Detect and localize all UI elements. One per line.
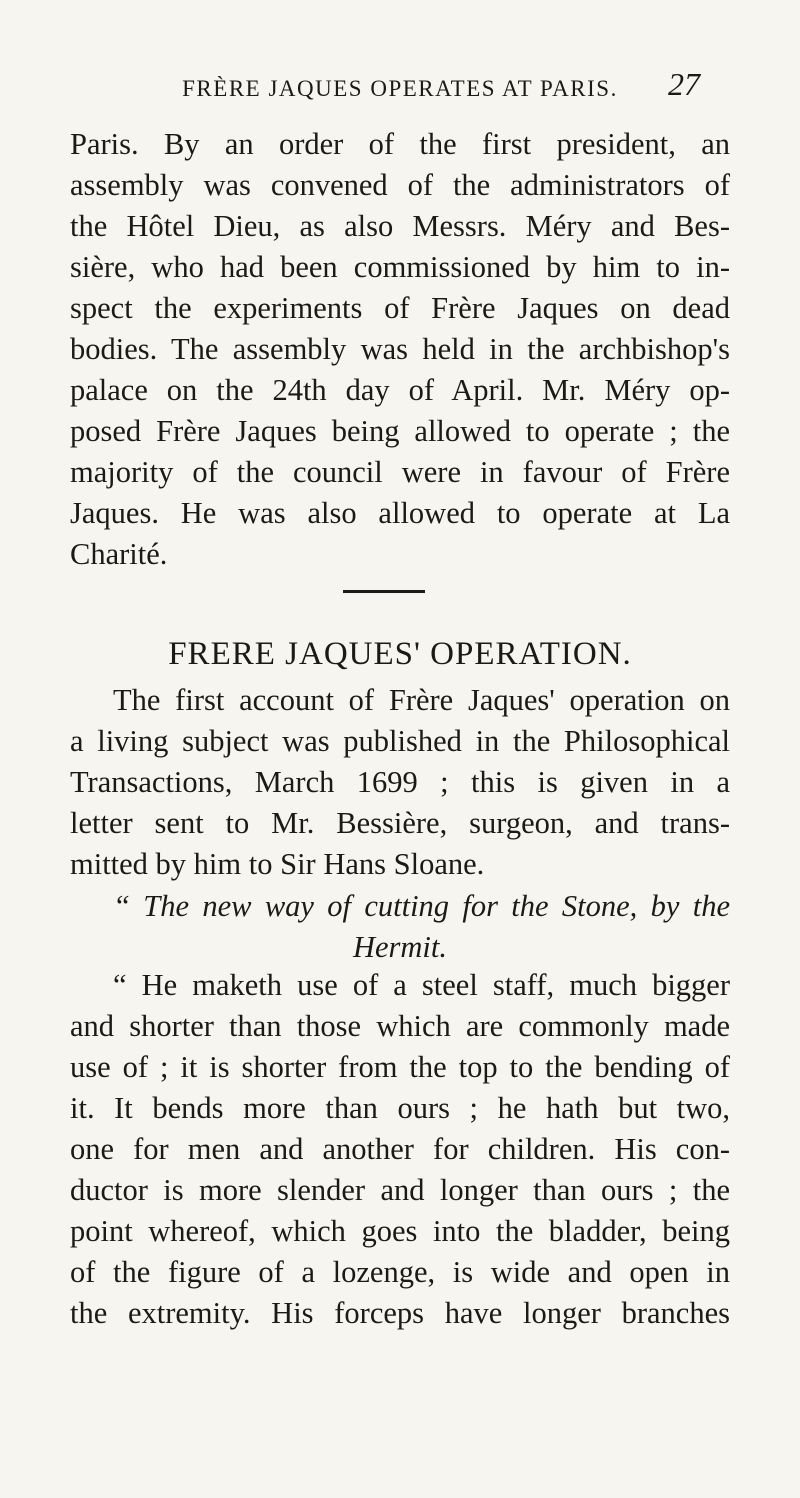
section-divider bbox=[343, 590, 425, 593]
text-line: Transactions, March 1699 ; this is given in a bbox=[70, 765, 730, 799]
text-line: the Hôtel Dieu, as also Messrs. Méry and Bes- bbox=[70, 209, 730, 243]
text-line: and shorter than those which are commonly made bbox=[70, 1009, 730, 1043]
paragraph-3 bbox=[70, 965, 730, 1334]
text-line: “ He maketh use of a steel staff, much bigger bbox=[113, 968, 730, 1002]
text-line: sière, who had been commissioned by him to in- bbox=[70, 250, 730, 284]
quote-title bbox=[70, 886, 730, 968]
section-heading: FRERE JAQUES' OPERATION. bbox=[168, 636, 632, 672]
text-line: majority of the council were in favour of Frère bbox=[70, 455, 730, 489]
text-line: mitted by him to Sir Hans Sloane. bbox=[70, 847, 485, 881]
text-line: assembly was convened of the administrators of bbox=[70, 168, 730, 202]
text-line: posed Frère Jaques being allowed to operate ; the bbox=[70, 414, 730, 448]
text-line: use of ; it is shorter from the top to the bending of bbox=[70, 1050, 730, 1084]
text-line: letter sent to Mr. Bessière, surgeon, and trans- bbox=[70, 806, 730, 840]
text-line: point whereof, which goes into the bladder, being bbox=[70, 1214, 730, 1248]
text-line: bodies. The assembly was held in the archbishop's bbox=[70, 332, 730, 366]
text-line: the extremity. His forceps have longer branches bbox=[70, 1296, 730, 1330]
text-line: ductor is more slender and longer than ours ; the bbox=[70, 1173, 730, 1207]
text-line: Charité. bbox=[70, 537, 168, 571]
paragraph-2 bbox=[70, 680, 730, 885]
text-line: The first account of Frère Jaques' operation on bbox=[113, 683, 730, 717]
text-line: it. It bends more than ours ; he hath but two, bbox=[70, 1091, 730, 1125]
text-line: palace on the 24th day of April. Mr. Méry op- bbox=[70, 373, 730, 407]
text-line: of the figure of a lozenge, is wide and open in bbox=[70, 1255, 730, 1289]
running-head: FRÈRE JAQUES OPERATES AT PARIS. bbox=[182, 76, 618, 101]
text-line: Paris. By an order of the first president, an bbox=[70, 127, 730, 161]
text-line: spect the experiments of Frère Jaques on dead bbox=[70, 291, 730, 325]
text-line: Hermit. bbox=[352, 930, 448, 964]
page-number: 27 bbox=[668, 66, 700, 102]
text-line: a living subject was published in the Philosophical bbox=[70, 724, 730, 758]
text-line: “ The new way of cutting for the Stone, by the bbox=[113, 889, 730, 923]
paragraph-1 bbox=[70, 124, 730, 575]
text-line: one for men and another for children. His con- bbox=[70, 1132, 730, 1166]
text-line: Jaques. He was also allowed to operate at La bbox=[70, 496, 730, 530]
